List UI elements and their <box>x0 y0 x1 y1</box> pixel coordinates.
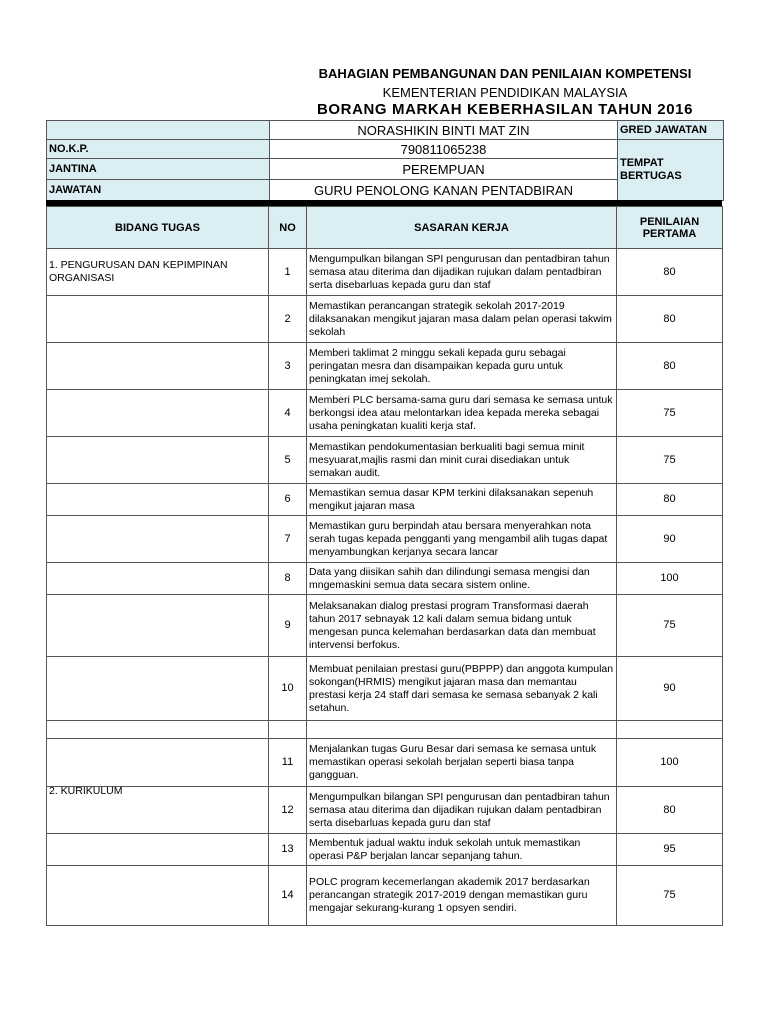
row-no: 3 <box>269 343 307 390</box>
row-no: 2 <box>269 296 307 343</box>
row-task: Memastikan pendokumentasian berkualiti bagi semua minit mesyuarat,majlis rasmi dan minit curai disediakan untuk semakan audit. <box>307 437 617 484</box>
tempat-label: TEMPAT BERTUGAS <box>618 140 724 201</box>
row-no: 7 <box>269 516 307 563</box>
row-task: Memastikan perancangan strategik sekolah 2017-2019 dilaksanakan mengikut jajaran masa dalam pelan operasi takwim sekolah <box>307 296 617 343</box>
area-pengurusan: 1. PENGURUSAN DAN KEPIMPINAN ORGANISASI <box>47 249 269 296</box>
area-empty <box>47 516 269 563</box>
row-no: 8 <box>269 563 307 595</box>
row-no: 13 <box>269 834 307 866</box>
row-score: 80 <box>617 249 723 296</box>
row-score: 75 <box>617 866 723 926</box>
row-task: Memberi PLC bersama-sama guru dari semasa ke semasa untuk berkongsi idea atau melontarkan idea kepada mereka sebagai usaha peningkatan kualiti kerja staf. <box>307 390 617 437</box>
target-table <box>46 206 723 926</box>
col-sasaran: SASARAN KERJA <box>307 207 617 249</box>
row-task: Mengumpulkan bilangan SPI pengurusan dan pentadbiran tahun semasa atau diterima dan dijadikan rujukan dalam pentadbiran serta disebarluas kepada guru dan staf <box>307 249 617 296</box>
area-empty <box>47 390 269 437</box>
jantina-value: PEREMPUAN <box>270 159 618 180</box>
spacer-cell <box>269 721 307 739</box>
info-table <box>46 120 724 201</box>
row-score: 100 <box>617 563 723 595</box>
area-empty <box>47 484 269 516</box>
nokp-label: NO.K.P. <box>47 140 270 159</box>
area-empty <box>47 343 269 390</box>
row-score: 80 <box>617 484 723 516</box>
area-empty <box>47 563 269 595</box>
jawatan-value: GURU PENOLONG KANAN PENTADBIRAN <box>270 180 618 201</box>
row-score: 75 <box>617 390 723 437</box>
row-score: 80 <box>617 296 723 343</box>
row-score: 75 <box>617 595 723 657</box>
row-no: 6 <box>269 484 307 516</box>
spacer-cell <box>617 721 723 739</box>
ministry-title: KEMENTERIAN PENDIDIKAN MALAYSIA <box>382 85 628 100</box>
row-score: 80 <box>617 787 723 834</box>
row-task: Memastikan semua dasar KPM terkini dilaksanakan sepenuh mengikut jajaran masa <box>307 484 617 516</box>
row-score: 95 <box>617 834 723 866</box>
jantina-label: JANTINA <box>47 159 270 180</box>
gred-label: GRED JAWATAN <box>618 121 724 140</box>
row-score: 100 <box>617 739 723 787</box>
row-no: 12 <box>269 787 307 834</box>
row-no: 10 <box>269 657 307 721</box>
area-empty <box>47 296 269 343</box>
row-score: 90 <box>617 657 723 721</box>
area-empty <box>47 834 269 866</box>
row-task: Membuat penilaian prestasi guru(PBPPP) dan anggota kumpulan sokongan(HRMIS) mengikut jajaran masa dan memantau prestasi kerja 24 staff dari semasa ke semasa sebanyak 2 kali setahun. <box>307 657 617 721</box>
row-task: Memastikan guru berpindah atau bersara menyerahkan nota serah tugas kepada pengganti yang mengambil alih tugas dapat menyambungkan kerjanya secara lancar <box>307 516 617 563</box>
row-task: POLC program kecemerlangan akademik 2017 berdasarkan perancangan strategik 2017-2019 dengan memastikan guru mengajar sekurang-kurang 1 opsyen sendiri. <box>307 866 617 926</box>
row-no: 1 <box>269 249 307 296</box>
row-no: 11 <box>269 739 307 787</box>
row-task: Membentuk jadual waktu induk sekolah untuk memastikan operasi P&P berjalan lancar sepanjang tahun. <box>307 834 617 866</box>
name-label-cell <box>47 121 270 140</box>
area-kurikulum <box>47 739 269 797</box>
row-score: 90 <box>617 516 723 563</box>
row-no: 9 <box>269 595 307 657</box>
row-task: Melaksanakan dialog prestasi program Transformasi daerah tahun 2017 sebnayak 12 kali dalam semua bidang untuk mengesan punca kelemahan berdasarkan data dan membuat intervensi berfokus. <box>307 595 617 657</box>
row-score: 80 <box>617 343 723 390</box>
row-task: Menjalankan tugas Guru Besar dari semasa ke semasa untuk memastikan operasi sekolah berjalan seperti biasa tanpa gangguan. <box>307 739 617 787</box>
row-no: 5 <box>269 437 307 484</box>
form-title: BORANG MARKAH KEBERHASILAN TAHUN 2016 <box>316 101 694 118</box>
col-bidang: BIDANG TUGAS <box>47 207 269 249</box>
spacer-cell <box>307 721 617 739</box>
row-task: Data yang diisikan sahih dan dilindungi semasa mengisi dan mngemaskini semua data secara sistem online. <box>307 563 617 595</box>
area-empty <box>47 437 269 484</box>
area-empty <box>47 866 269 926</box>
col-no: NO <box>269 207 307 249</box>
area-empty <box>47 595 269 657</box>
area-empty <box>47 657 269 721</box>
name-value: NORASHIKIN BINTI MAT ZIN <box>270 121 618 140</box>
row-no: 4 <box>269 390 307 437</box>
spacer-cell <box>47 721 269 739</box>
row-no: 14 <box>269 866 307 926</box>
row-score: 75 <box>617 437 723 484</box>
nokp-value: 790811065238 <box>270 140 618 159</box>
area-kurikulum-label: 2. KURIKULUM <box>49 785 123 797</box>
dept-title: BAHAGIAN PEMBANGUNAN DAN PENILAIAN KOMPETENSI <box>318 66 692 81</box>
row-task: Mengumpulkan bilangan SPI pengurusan dan pentadbiran tahun semasa atau diterima dan dijadikan rujukan dalam pentadbiran serta disebarluas kepada guru dan staf <box>307 787 617 834</box>
jawatan-label: JAWATAN <box>47 180 270 201</box>
col-penilaian: PENILAIAN PERTAMA <box>617 207 723 249</box>
row-task: Memberi taklimat 2 minggu sekali kepada guru sebagai peringatan mesra dan disampaikan kepada guru untuk peningkatan imej sekolah. <box>307 343 617 390</box>
